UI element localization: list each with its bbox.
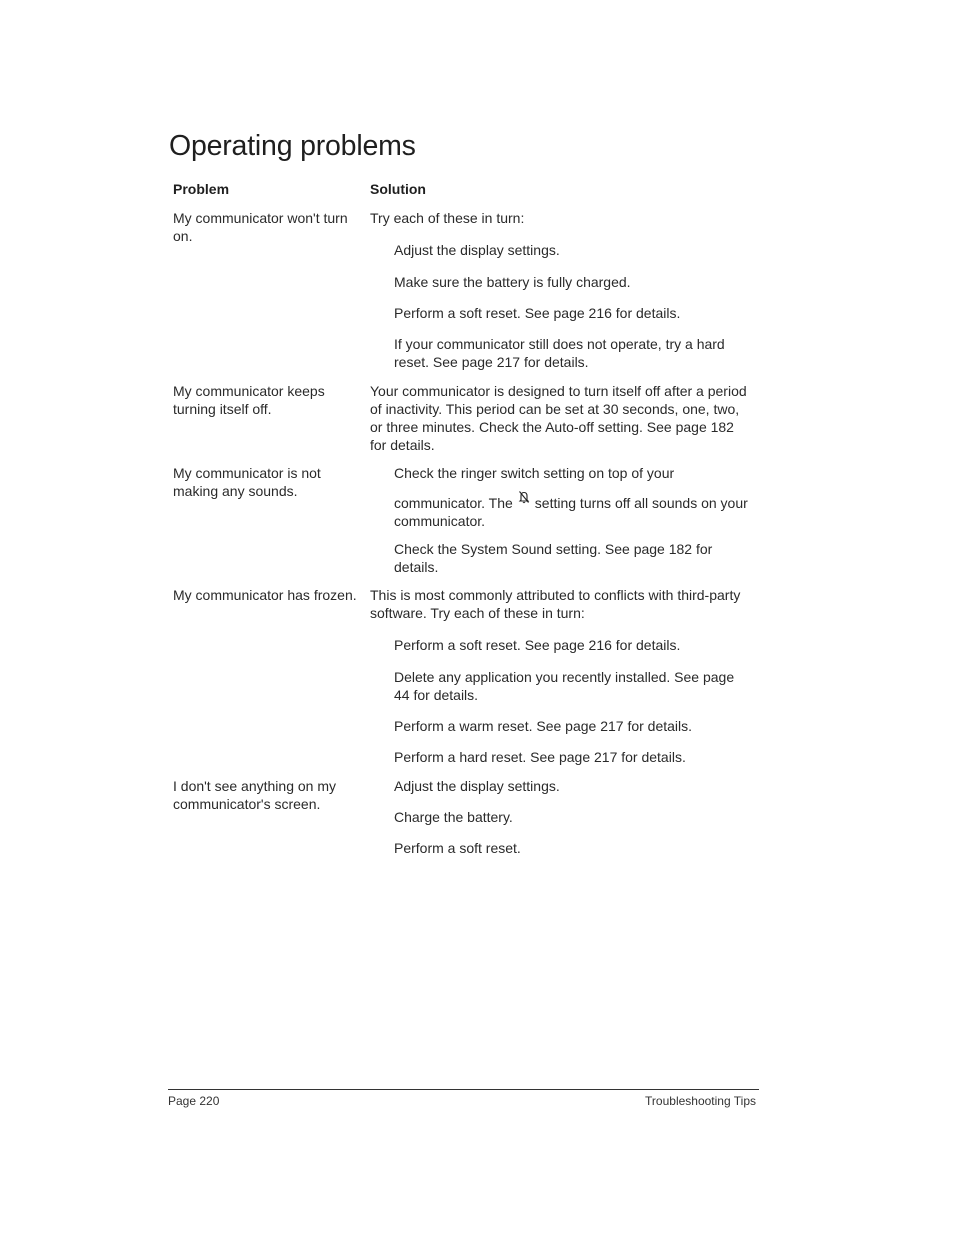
problem-text: My communicator is not making any sounds. xyxy=(173,465,321,499)
problem-text: My communicator keeps turning itself off. xyxy=(173,383,325,417)
solution-step: Perform a soft reset. See page 216 for details. xyxy=(394,637,681,653)
solution-step: Charge the battery. xyxy=(394,809,513,825)
ringer-text-after: setting turns off all sounds on your communicator. xyxy=(394,495,748,529)
solution-step: Check the System Sound setting. See page 182 for details. xyxy=(394,541,713,575)
solution-step: Check the ringer switch setting on top of your xyxy=(394,465,675,481)
problem-column-header: Problem xyxy=(173,181,230,197)
ringer-off-icon xyxy=(517,490,531,504)
solution-intro: Try each of these in turn: xyxy=(370,210,525,226)
ringer-text-before: communicator. The xyxy=(394,495,513,511)
solution-intro: This is most commonly attributed to conflicts with third-party software. Try each of these in turn: xyxy=(370,587,741,621)
solution-step: Make sure the battery is fully charged. xyxy=(394,274,631,290)
solution-step: Perform a soft reset. xyxy=(394,840,521,856)
page-title: Operating problems xyxy=(169,130,416,162)
solution-step: Perform a warm reset. See page 217 for details. xyxy=(394,718,693,734)
solution-step-ringer xyxy=(394,490,750,530)
solution-text: Your communicator is designed to turn itself off after a period of inactivity. This period can be set at 30 seconds, one, two, or three minutes. Check the Auto-off setting. See page 182 for details. xyxy=(370,383,747,453)
problem-text: My communicator won't turn on. xyxy=(173,210,348,244)
solution-column-header: Solution xyxy=(370,181,426,197)
solution-step: If your communicator still does not operate, try a hard reset. See page 217 for details. xyxy=(394,336,725,370)
solution-step: Perform a soft reset. See page 216 for details. xyxy=(394,305,681,321)
page-number: Page 220 xyxy=(168,1094,220,1108)
solution-step: Perform a hard reset. See page 217 for details. xyxy=(394,749,686,765)
solution-step: Adjust the display settings. xyxy=(394,242,560,258)
footer-divider xyxy=(168,1089,759,1090)
section-name: Troubleshooting Tips xyxy=(645,1094,756,1108)
solution-step: Delete any application you recently installed. See page 44 for details. xyxy=(394,669,735,703)
problem-text: My communicator has frozen. xyxy=(173,587,357,603)
problem-text: I don't see anything on my communicator's screen. xyxy=(173,778,336,812)
solution-step: Adjust the display settings. xyxy=(394,778,560,794)
